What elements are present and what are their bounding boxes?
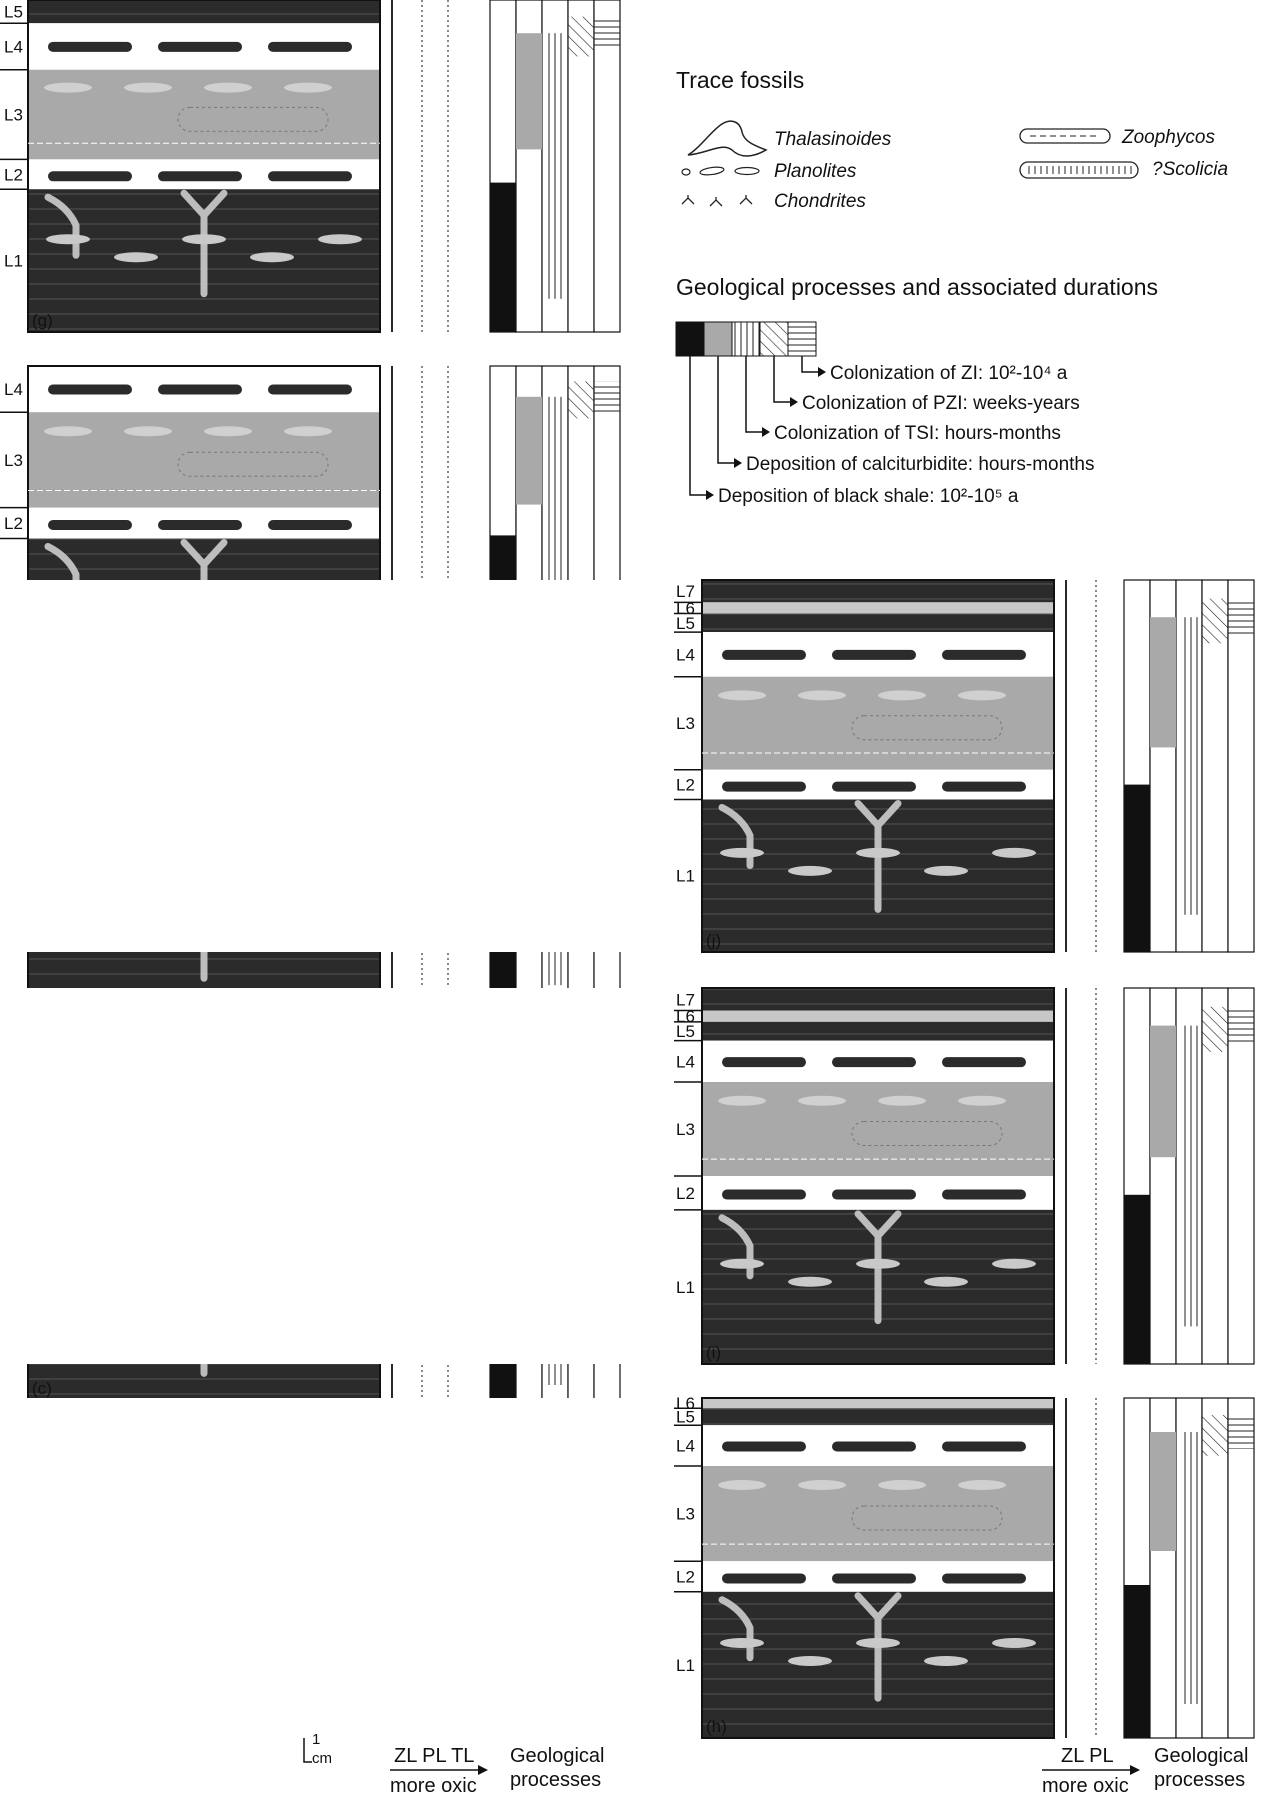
process-zi xyxy=(1228,599,1254,636)
layer-label: L4 xyxy=(676,1436,695,1456)
layer-label: L5 xyxy=(676,1407,695,1427)
right-zone-labels: ZL PL xyxy=(1061,1745,1114,1767)
planolites-burrow xyxy=(124,426,172,436)
zoophycos-trace xyxy=(722,1573,806,1583)
planolites-burrow xyxy=(720,1638,764,1648)
zoophycos-trace xyxy=(942,1057,1026,1067)
layer-label: L2 xyxy=(4,514,23,534)
layer-1 xyxy=(702,1011,1054,1022)
planolites-burrow xyxy=(856,1259,900,1269)
zoophycos-label: Zoophycos xyxy=(1122,127,1215,148)
layer-2 xyxy=(702,613,1054,632)
layer-label: L2 xyxy=(676,775,695,795)
layer-1 xyxy=(702,602,1054,613)
label-column xyxy=(0,580,702,952)
label-column xyxy=(0,1398,702,1738)
planolites-burrow xyxy=(718,1480,766,1490)
panel-letter: (h) xyxy=(706,1717,727,1736)
planolites-burrow xyxy=(318,234,362,244)
planolites-burrow xyxy=(958,1480,1006,1490)
zoophycos-trace xyxy=(48,171,132,181)
planolites-burrow xyxy=(958,1096,1006,1106)
planolites-burrow xyxy=(856,848,900,858)
process-zi xyxy=(594,17,620,50)
planolites-burrow xyxy=(182,234,226,244)
layer-label: L2 xyxy=(4,165,23,185)
process-tsi xyxy=(546,33,564,299)
right-processes-label-1: Geological xyxy=(1154,1745,1249,1767)
scolicia-icon xyxy=(1020,162,1138,178)
planolites-burrow xyxy=(924,866,968,876)
zoophycos-trace xyxy=(942,1573,1026,1583)
right-processes-label-2: processes xyxy=(1154,1769,1246,1791)
zoophycos-trace xyxy=(832,782,916,792)
planolites-burrow xyxy=(250,252,294,262)
zoophycos-trace xyxy=(158,384,242,394)
zoophycos-trace xyxy=(268,42,352,52)
zoophycos-trace xyxy=(722,1057,806,1067)
planolites-burrow xyxy=(44,83,92,93)
planolites-burrow xyxy=(958,690,1006,700)
process-black-shale xyxy=(1124,1585,1150,1738)
layer-label: L1 xyxy=(676,866,695,886)
zoophycos-trace xyxy=(158,520,242,530)
layer-label: L3 xyxy=(676,1504,695,1524)
layer-0 xyxy=(28,0,380,23)
panel-letter: (i) xyxy=(706,1343,722,1362)
zoophycos-trace xyxy=(942,650,1026,660)
layer-label: L4 xyxy=(4,37,23,57)
zoophycos-trace xyxy=(158,171,242,181)
process-pzi xyxy=(568,17,594,57)
left-processes-label-2: processes xyxy=(510,1769,602,1791)
zoophycos-trace xyxy=(832,650,916,660)
zoophycos-trace xyxy=(268,171,352,181)
scale-unit: cm xyxy=(312,1750,332,1767)
layer-label: L5 xyxy=(676,613,695,633)
layer-0 xyxy=(702,988,1054,1011)
planolites-burrow xyxy=(720,1259,764,1269)
planolites-burrow xyxy=(798,1480,846,1490)
left-axis-footer xyxy=(304,1731,605,1794)
planolites-burrow xyxy=(788,1656,832,1666)
planolites-burrow xyxy=(718,1096,766,1106)
zoophycos-trace xyxy=(942,782,1026,792)
planolites-burrow xyxy=(204,83,252,93)
planolites-burrow xyxy=(992,848,1036,858)
process-calciturbidite xyxy=(1150,617,1176,747)
zoophycos-trace xyxy=(832,1573,916,1583)
panel-letter: (g) xyxy=(32,311,53,330)
process-pzi: Colonization of PZI: weeks-years xyxy=(802,393,1080,414)
zoophycos-trace xyxy=(48,384,132,394)
process-calciturbidite xyxy=(516,397,542,505)
planolites-burrow xyxy=(114,252,158,262)
layer-label: L6 xyxy=(676,1007,695,1027)
layer-0 xyxy=(702,580,1054,602)
layer-2 xyxy=(702,1022,1054,1041)
zoophycos-trace xyxy=(942,1442,1026,1452)
planolites-label: Planolites xyxy=(774,161,857,182)
right-more-oxic: more oxic xyxy=(1042,1775,1129,1794)
layer-label: L4 xyxy=(4,380,23,400)
processes-title: Geological processes and associated durations xyxy=(676,274,1159,300)
planolites-burrow xyxy=(798,690,846,700)
chondrites-label: Chondrites xyxy=(774,191,866,212)
legend xyxy=(676,67,1228,507)
process-black-shale xyxy=(1124,785,1150,952)
process-tsi: Colonization of TSI: hours-months xyxy=(774,423,1061,444)
process-calciturbidite xyxy=(516,33,542,149)
thalassinoides-label: Thalasinoides xyxy=(774,129,892,150)
layer-label: L3 xyxy=(676,714,695,734)
planolites-burrow xyxy=(788,1277,832,1287)
left-processes-label-1: Geological xyxy=(510,1745,605,1767)
layer-label: L1 xyxy=(4,251,23,271)
layer-label: L3 xyxy=(4,450,23,470)
planolites-burrow xyxy=(46,234,90,244)
layer-label: L5 xyxy=(4,2,23,22)
planolites-burrow xyxy=(718,690,766,700)
process-tsi xyxy=(1180,1026,1198,1327)
zoophycos-trace xyxy=(832,1057,916,1067)
zoophycos-trace xyxy=(158,42,242,52)
layer-label: L3 xyxy=(676,1120,695,1139)
zoophycos-trace xyxy=(722,1442,806,1452)
layer-label: L4 xyxy=(676,645,695,665)
trace-fossils-title: Trace fossils xyxy=(676,67,805,93)
layer-label: L2 xyxy=(676,1567,695,1587)
zoophycos-trace xyxy=(942,1190,1026,1200)
zoophycos-trace xyxy=(722,650,806,660)
process-tsi xyxy=(1180,1432,1198,1704)
planolites-icon xyxy=(682,166,759,176)
zoophycos-icon xyxy=(1020,129,1110,143)
planolites-burrow xyxy=(878,1480,926,1490)
planolites-burrow xyxy=(788,866,832,876)
zoophycos-trace xyxy=(268,520,352,530)
layer-label: L1 xyxy=(676,1277,695,1297)
zoophycos-trace xyxy=(268,384,352,394)
layer-label: L6 xyxy=(676,598,695,618)
planolites-burrow xyxy=(924,1656,968,1666)
chondrites-icon xyxy=(682,195,752,206)
zoophycos-trace xyxy=(48,520,132,530)
planolites-burrow xyxy=(124,83,172,93)
label-column xyxy=(0,988,702,1364)
planolites-burrow xyxy=(284,426,332,436)
zoophycos-trace xyxy=(722,782,806,792)
layer-label: L4 xyxy=(676,1052,695,1072)
process-calciturbidite xyxy=(1150,1026,1176,1158)
layer-1 xyxy=(702,1408,1054,1425)
zoophycos-trace xyxy=(832,1442,916,1452)
layer-0 xyxy=(702,1398,1054,1408)
layer-label: L7 xyxy=(676,990,695,1010)
process-zi xyxy=(594,381,620,412)
layer-label: L1 xyxy=(676,1655,695,1675)
planolites-burrow xyxy=(798,1096,846,1106)
process-black-shale xyxy=(1124,1195,1150,1364)
process-black-shale xyxy=(490,183,516,332)
process-pzi xyxy=(568,381,594,418)
thalassinoides-icon xyxy=(688,121,766,156)
planolites-burrow xyxy=(992,1638,1036,1648)
planolites-burrow xyxy=(720,848,764,858)
planolites-burrow xyxy=(44,426,92,436)
process-black-shale: Deposition of black shale: 10²-10⁵ a xyxy=(718,486,1019,507)
scolicia-label: ?Scolicia xyxy=(1152,159,1229,180)
layer-label: L7 xyxy=(676,582,695,602)
layer-label: L3 xyxy=(4,105,23,125)
process-zi: Colonization of ZI: 10²-10⁴ a xyxy=(830,363,1068,384)
layer-label: L6 xyxy=(676,1394,695,1414)
panel-j xyxy=(0,580,1254,952)
zoophycos-trace xyxy=(722,1190,806,1200)
planolites-burrow xyxy=(204,426,252,436)
panel-i xyxy=(0,988,1254,1364)
planolites-burrow xyxy=(924,1277,968,1287)
planolites-burrow xyxy=(992,1259,1036,1269)
process-zi xyxy=(1228,1007,1254,1045)
process-calciturbidite xyxy=(1150,1432,1176,1551)
panel-letter: (j) xyxy=(706,931,722,950)
panel-g xyxy=(0,0,620,332)
planolites-burrow xyxy=(878,1096,926,1106)
planolites-burrow xyxy=(856,1638,900,1648)
process-pzi xyxy=(1202,1007,1228,1052)
planolites-burrow xyxy=(878,690,926,700)
process-calciturbidite: Deposition of calciturbidite: hours-months xyxy=(746,454,1095,475)
panel-h xyxy=(0,1394,1254,1738)
planolites-burrow xyxy=(284,83,332,93)
process-zi xyxy=(1228,1415,1254,1449)
zoophycos-trace xyxy=(832,1190,916,1200)
process-pzi xyxy=(1202,599,1228,644)
scale-value: 1 xyxy=(312,1731,321,1748)
right-axis-footer xyxy=(1042,1745,1249,1794)
panel-letter: (c) xyxy=(32,1379,52,1398)
zoophycos-trace xyxy=(48,42,132,52)
left-more-oxic: more oxic xyxy=(390,1775,477,1794)
left-zone-labels: ZL PL TL xyxy=(394,1745,475,1767)
process-tsi xyxy=(1180,617,1198,915)
layer-label: L5 xyxy=(676,1022,695,1042)
process-pzi xyxy=(1202,1415,1228,1456)
layer-label: L2 xyxy=(676,1183,695,1203)
